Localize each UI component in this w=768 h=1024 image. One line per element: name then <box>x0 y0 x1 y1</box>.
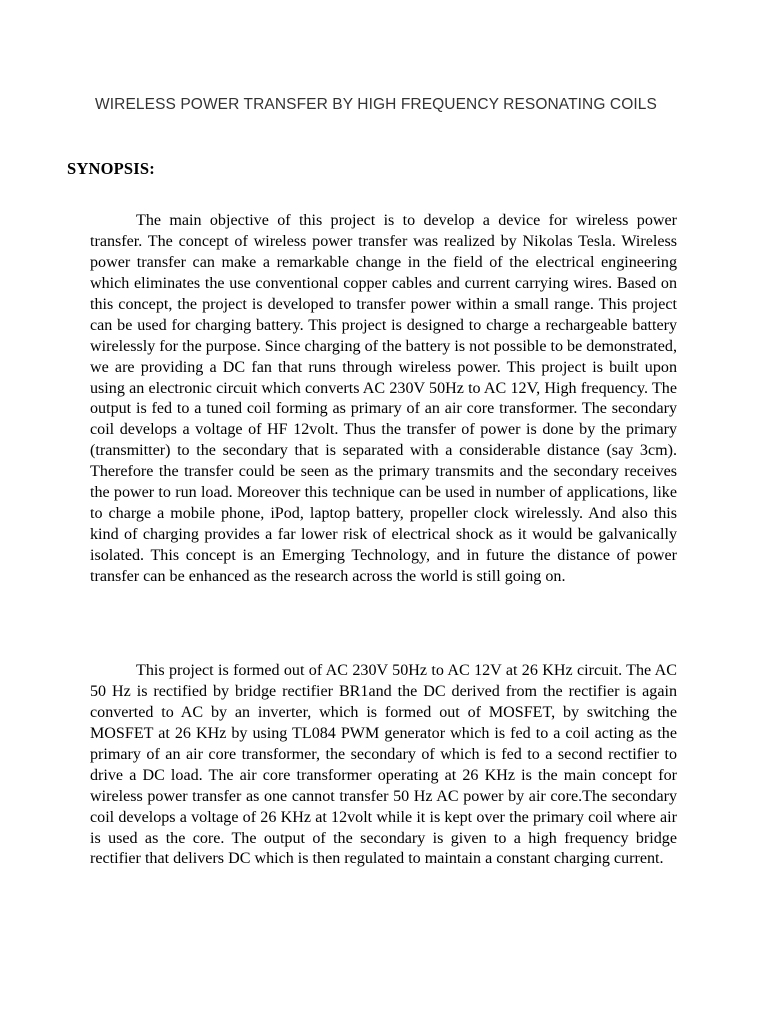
synopsis-heading: SYNOPSIS: <box>67 159 155 178</box>
synopsis-paragraph-2: This project is formed out of AC 230V 50Hz to AC 12V at 26 KHz circuit. The AC 50 Hz is rectified by bridge rectifier BR1and the DC derived from the rectifier is again converted to AC by an inverter, which is formed out of MOSFET, by switching the MOSFET at 26 KHz by using TL084 PWM generator which is fed to a coil acting as the primary of an air core transformer, the secondary of which is fed to a second rectifier to drive a DC load. The air core transformer operating at 26 KHz is the main concept for wireless power transfer as one cannot transfer 50 Hz AC power by air core.The secondary coil develops a voltage of 26 KHz at 12volt while it is kept over the primary coil where air is used as the core. The output of the secondary is given to a high frequency bridge rectifier that delivers DC which is then regulated to maintain a constant charging current. <box>90 662 677 868</box>
document-title: WIRELESS POWER TRANSFER BY HIGH FREQUENCY RESONATING COILS <box>95 96 657 113</box>
synopsis-paragraph-1: The main objective of this project is to develop a device for wireless power transfer. The concept of wireless power transfer was realized by Nikolas Tesla. Wireless power transfer can make a remarkable change in the field of the electrical engineering which eliminates the use conventional copper cables and current carrying wires. Based on this concept, the project is developed to transfer power within a small range. This project can be used for charging battery. This project is designed to charge a rechargeable battery wirelessly for the purpose. Since charging of the battery is not possible to be demonstrated, we are providing a DC fan that runs through wireless power. This project is built upon using an electronic circuit which converts AC 230V 50Hz to AC 12V, High frequency. The output is fed to a tuned coil forming as primary of an air core transformer. The secondary coil develops a voltage of HF 12volt. Thus the transfer of power is done by the primary (transmitter) to the secondary that is separated with a considerable distance (say 3cm). Therefore the transfer could be seen as the primary transmits and the secondary receives the power to run load. Moreover this technique can be used in number of applications, like to charge a mobile phone, iPod, laptop battery, propeller clock wirelessly. And also this kind of charging provides a far lower risk of electrical shock as it would be galvanically isolated. This concept is an Emerging Technology, and in future the distance of power transfer can be enhanced as the research across the world is still going on. <box>90 212 677 585</box>
